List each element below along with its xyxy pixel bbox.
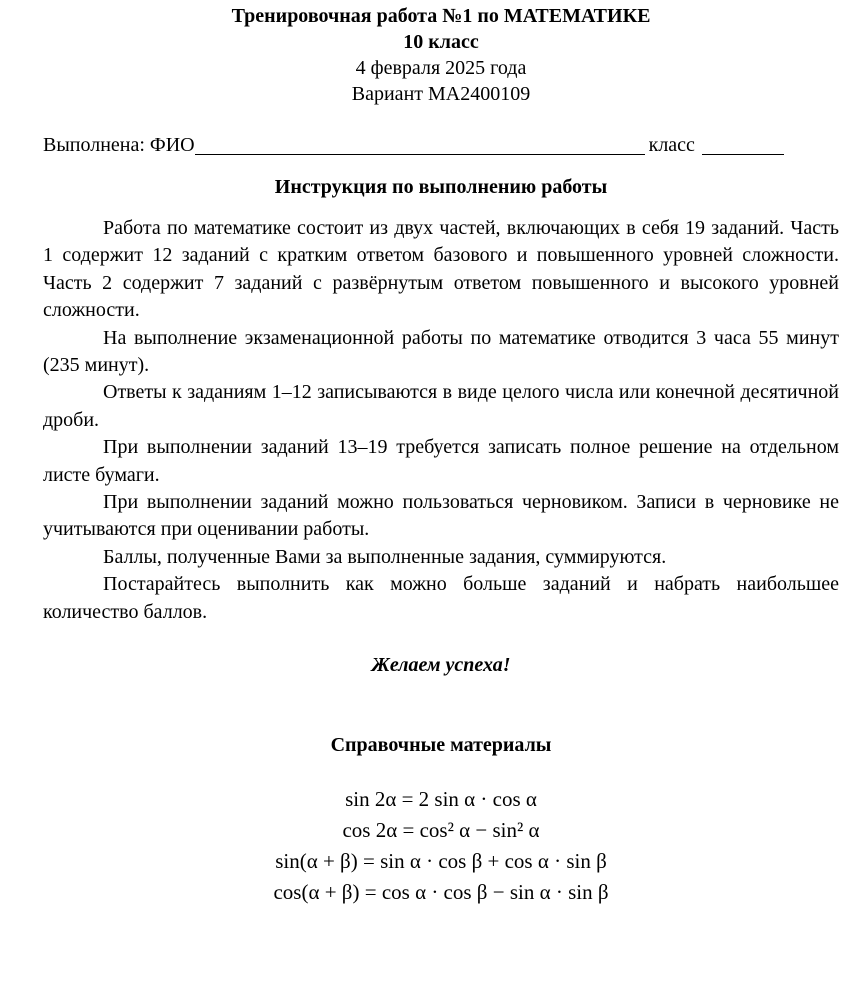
instruction-paragraph: При выполнении заданий можно пользоваться черновиком. Записи в черновике не учитываются при оценивании работы. [43, 491, 839, 541]
instruction-paragraph: Постарайтесь выполнить как можно больше заданий и набрать наибольшее количество баллов. [43, 573, 839, 623]
formula-list [43, 784, 839, 908]
reference-title: Справочные материалы [330, 734, 552, 757]
instruction-paragraph: Работа по математике состоит из двух частей, включающих в себя 19 заданий. Часть 1 содержит 12 заданий с кратким ответом базового и повышенного уровней сложности. Часть 2 содержит 7 заданий с развёрнутым ответом повышенного и высокого уровней сложности. [43, 217, 839, 322]
document-page [43, 0, 839, 908]
class-label: класс [648, 134, 695, 156]
date: 4 февраля 2025 года [355, 57, 527, 79]
formula: cos 2α = cos² α − sin² α [342, 818, 540, 843]
instructions-title: Инструкция по выполнению работы [274, 176, 608, 198]
class-blank-field[interactable] [702, 134, 784, 155]
instruction-paragraph: Баллы, полученные Вами за выполненные задания, суммируются. [103, 545, 667, 568]
wish-text: Желаем успеха! [371, 654, 511, 677]
grade: 10 класс [403, 31, 479, 53]
instruction-paragraph: На выполнение экзаменационной работы по математике отводится 3 часа 55 минут (235 минут). [43, 326, 839, 377]
instruction-paragraph: Ответы к заданиям 1–12 записываются в виде целого числа или конечной десятичной дроби. [43, 381, 839, 431]
formula: cos(α + β) = cos α · cos β − sin α · sin β [273, 880, 609, 905]
instructions-body [43, 215, 839, 626]
document-title: Тренировочная работа №1 по МАТЕМАТИКЕ [231, 5, 651, 27]
fio-label: Выполнена: ФИО [43, 134, 195, 156]
formula: sin(α + β) = sin α · cos β + cos α · sin β [275, 849, 607, 874]
variant: Вариант МА2400109 [351, 83, 531, 105]
signature-line [43, 132, 839, 158]
fio-blank-field[interactable] [195, 134, 645, 155]
instruction-paragraph: При выполнении заданий 13–19 требуется записать полное решение на отдельном листе бумаги. [43, 436, 839, 486]
formula: sin 2α = 2 sin α · cos α [345, 787, 537, 812]
